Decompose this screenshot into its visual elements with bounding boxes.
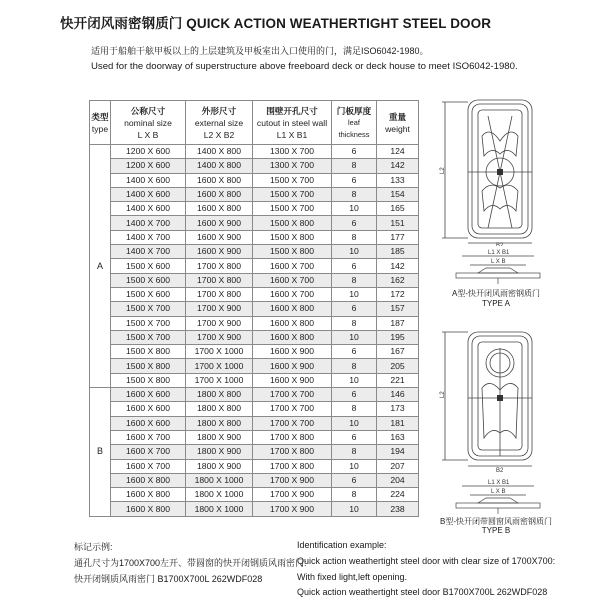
description-chinese: 适用于船舶干舷甲板以上的上层建筑及甲板室出入口使用的门，满足ISO6042-1980。 (91, 46, 429, 56)
external-size-cell: 1700 X 800 (186, 287, 253, 301)
type-b-section-diagram (448, 476, 548, 514)
leaf-thickness-cell: 10 (332, 287, 377, 301)
table-row (90, 202, 419, 216)
cutout-cell: 1500 X 700 (253, 202, 332, 216)
nominal-size-cell: 1200 X 600 (111, 145, 186, 159)
type-b-door-diagram (438, 328, 548, 478)
cutout-cell: 1700 X 800 (253, 430, 332, 444)
table-row (90, 273, 419, 287)
weight-cell: 162 (377, 273, 419, 287)
external-size-cell: 1600 X 800 (186, 173, 253, 187)
cutout-cell: 1700 X 900 (253, 473, 332, 487)
weight-cell: 165 (377, 202, 419, 216)
cutout-cell: 1500 X 700 (253, 187, 332, 201)
header-leaf-thickness: 门板厚度 leaf thickness (332, 101, 377, 145)
cutout-cell: 1600 X 900 (253, 373, 332, 387)
table-row (90, 373, 419, 387)
weight-cell: 205 (377, 359, 419, 373)
type-a-caption-en: TYPE A (481, 299, 510, 308)
weight-cell: 142 (377, 259, 419, 273)
cutout-cell: 1500 X 800 (253, 230, 332, 244)
external-size-cell: 1800 X 800 (186, 388, 253, 402)
external-size-cell: 1800 X 1000 (186, 502, 253, 516)
external-size-cell: 1600 X 900 (186, 230, 253, 244)
leaf-thickness-cell: 6 (332, 473, 377, 487)
cutout-cell: 1700 X 700 (253, 388, 332, 402)
external-size-cell: 1800 X 1000 (186, 473, 253, 487)
cutout-cell: 1700 X 700 (253, 402, 332, 416)
svg-text:L2: L2 (440, 391, 446, 398)
external-size-cell: 1800 X 900 (186, 445, 253, 459)
weight-cell: 187 (377, 316, 419, 330)
external-size-cell: 1600 X 900 (186, 245, 253, 259)
table-row (90, 502, 419, 516)
nominal-size-cell: 1400 X 700 (111, 245, 186, 259)
nominal-size-cell: 1600 X 800 (111, 473, 186, 487)
external-size-cell: 1800 X 900 (186, 459, 253, 473)
table-header-row (90, 101, 419, 145)
nominal-size-cell: 1600 X 700 (111, 430, 186, 444)
weight-cell: 167 (377, 345, 419, 359)
weight-cell: 181 (377, 416, 419, 430)
footer-cn-heading: 标记示例: (74, 542, 113, 552)
cutout-cell: 1500 X 800 (253, 216, 332, 230)
table-row (90, 330, 419, 344)
leaf-thickness-cell: 8 (332, 159, 377, 173)
leaf-thickness-cell: 10 (332, 245, 377, 259)
weight-cell: 154 (377, 187, 419, 201)
cutout-cell: 1700 X 900 (253, 488, 332, 502)
leaf-thickness-cell: 8 (332, 402, 377, 416)
nominal-size-cell: 1500 X 800 (111, 359, 186, 373)
cutout-cell: 1600 X 800 (253, 316, 332, 330)
table-row (90, 459, 419, 473)
table-row (90, 416, 419, 430)
cutout-cell: 1700 X 800 (253, 459, 332, 473)
leaf-thickness-cell: 8 (332, 316, 377, 330)
leaf-thickness-cell: 10 (332, 330, 377, 344)
svg-text:L1 X B1: L1 X B1 (488, 250, 510, 256)
footer-cn-line1: 通孔尺寸为1700X700左开、带圆窗的快开闭钢质风雨密门: (74, 558, 307, 568)
header-type: 类型 type (90, 101, 111, 145)
nominal-size-cell: 1600 X 800 (111, 502, 186, 516)
table-row (90, 445, 419, 459)
spec-table (89, 100, 419, 517)
leaf-thickness-cell: 10 (332, 502, 377, 516)
nominal-size-cell: 1400 X 600 (111, 202, 186, 216)
leaf-thickness-cell: 6 (332, 430, 377, 444)
cutout-cell: 1600 X 800 (253, 330, 332, 344)
external-size-cell: 1700 X 900 (186, 316, 253, 330)
leaf-thickness-cell: 6 (332, 302, 377, 316)
header-nominal-size: 公称尺寸 nominal size L X B (111, 101, 186, 145)
svg-text:L1 X B1: L1 X B1 (488, 480, 510, 486)
cutout-cell: 1600 X 700 (253, 287, 332, 301)
leaf-thickness-cell: 8 (332, 187, 377, 201)
nominal-size-cell: 1500 X 700 (111, 302, 186, 316)
cutout-cell: 1700 X 900 (253, 502, 332, 516)
type-b-caption-en: TYPE B (481, 526, 511, 535)
type-a-section-diagram (448, 246, 548, 284)
table-row (90, 388, 419, 402)
weight-cell: 173 (377, 402, 419, 416)
cutout-cell: 1700 X 700 (253, 416, 332, 430)
leaf-thickness-cell: 8 (332, 273, 377, 287)
table-row (90, 430, 419, 444)
external-size-cell: 1700 X 800 (186, 259, 253, 273)
svg-text:B2: B2 (496, 468, 504, 474)
nominal-size-cell: 1600 X 600 (111, 416, 186, 430)
header-external-size: 外形尺寸 external size L2 X B2 (186, 101, 253, 145)
type-cell: A (90, 145, 111, 388)
table-row (90, 473, 419, 487)
leaf-thickness-cell: 8 (332, 445, 377, 459)
external-size-cell: 1700 X 1000 (186, 359, 253, 373)
leaf-thickness-cell: 6 (332, 345, 377, 359)
cutout-cell: 1500 X 800 (253, 245, 332, 259)
external-size-cell: 1700 X 1000 (186, 345, 253, 359)
table-row (90, 359, 419, 373)
weight-cell: 224 (377, 488, 419, 502)
svg-text:L X B: L X B (491, 259, 506, 265)
weight-cell: 207 (377, 459, 419, 473)
type-a-caption-cn: A型-快开闭风雨密钢质门 (452, 289, 540, 298)
weight-cell: 124 (377, 145, 419, 159)
leaf-thickness-cell: 6 (332, 216, 377, 230)
external-size-cell: 1700 X 900 (186, 302, 253, 316)
weight-cell: 151 (377, 216, 419, 230)
table-row (90, 173, 419, 187)
type-b-caption-cn: B型-快开闭带圆窗风雨密钢质门 (440, 517, 552, 526)
leaf-thickness-cell: 6 (332, 173, 377, 187)
type-a-door-diagram (438, 96, 548, 246)
nominal-size-cell: 1500 X 600 (111, 259, 186, 273)
nominal-size-cell: 1500 X 700 (111, 316, 186, 330)
table-row (90, 302, 419, 316)
external-size-cell: 1800 X 800 (186, 416, 253, 430)
cutout-cell: 1600 X 800 (253, 302, 332, 316)
nominal-size-cell: 1600 X 600 (111, 388, 186, 402)
svg-text:L2: L2 (440, 167, 446, 174)
svg-text:B2: B2 (496, 243, 504, 246)
nominal-size-cell: 1400 X 600 (111, 187, 186, 201)
external-size-cell: 1600 X 800 (186, 187, 253, 201)
external-size-cell: 1800 X 800 (186, 402, 253, 416)
weight-cell: 204 (377, 473, 419, 487)
nominal-size-cell: 1600 X 700 (111, 459, 186, 473)
leaf-thickness-cell: 8 (332, 230, 377, 244)
table-row (90, 316, 419, 330)
cutout-cell: 1700 X 800 (253, 445, 332, 459)
header-cutout: 围壁开孔尺寸 cutout in steel wall L1 X B1 (253, 101, 332, 145)
external-size-cell: 1400 X 800 (186, 145, 253, 159)
cutout-cell: 1300 X 700 (253, 159, 332, 173)
nominal-size-cell: 1500 X 800 (111, 345, 186, 359)
footer-en-line2: With fixed light,left opening. (297, 572, 408, 582)
weight-cell: 238 (377, 502, 419, 516)
table-row (90, 402, 419, 416)
header-weight: 重量 weight (377, 101, 419, 145)
cutout-cell: 1300 X 700 (253, 145, 332, 159)
cutout-cell: 1600 X 900 (253, 359, 332, 373)
weight-cell: 177 (377, 230, 419, 244)
description-english: Used for the doorway of superstructure above freeboard deck or deck house to meet ISO6042-1980. (91, 61, 518, 72)
table-row (90, 345, 419, 359)
weight-cell: 194 (377, 445, 419, 459)
leaf-thickness-cell: 6 (332, 388, 377, 402)
leaf-thickness-cell: 6 (332, 145, 377, 159)
external-size-cell: 1600 X 900 (186, 216, 253, 230)
cutout-cell: 1500 X 700 (253, 173, 332, 187)
nominal-size-cell: 1400 X 700 (111, 230, 186, 244)
leaf-thickness-cell: 10 (332, 373, 377, 387)
nominal-size-cell: 1500 X 600 (111, 287, 186, 301)
weight-cell: 163 (377, 430, 419, 444)
table-row (90, 230, 419, 244)
cutout-cell: 1600 X 900 (253, 345, 332, 359)
external-size-cell: 1600 X 800 (186, 202, 253, 216)
footer-en-line1: Quick action weathertight steel door with clear size of 1700X700: (297, 556, 556, 566)
table-row (90, 145, 419, 159)
external-size-cell: 1700 X 800 (186, 273, 253, 287)
weight-cell: 185 (377, 245, 419, 259)
weight-cell: 195 (377, 330, 419, 344)
weight-cell: 172 (377, 287, 419, 301)
external-size-cell: 1700 X 1000 (186, 373, 253, 387)
table-row (90, 287, 419, 301)
cutout-cell: 1600 X 700 (253, 273, 332, 287)
weight-cell: 146 (377, 388, 419, 402)
weight-cell: 133 (377, 173, 419, 187)
footer-en-line3: Quick action weathertight steel door B1700X700L 262WDF028 (297, 587, 548, 597)
nominal-size-cell: 1500 X 800 (111, 373, 186, 387)
leaf-thickness-cell: 10 (332, 416, 377, 430)
leaf-thickness-cell: 6 (332, 259, 377, 273)
page-title: 快开闭风雨密钢质门 QUICK ACTION WEATHERTIGHT STEEL DOOR (60, 16, 492, 31)
nominal-size-cell: 1200 X 600 (111, 159, 186, 173)
table-row (90, 488, 419, 502)
external-size-cell: 1800 X 1000 (186, 488, 253, 502)
table-row (90, 187, 419, 201)
table-row (90, 216, 419, 230)
cutout-cell: 1600 X 700 (253, 259, 332, 273)
weight-cell: 157 (377, 302, 419, 316)
leaf-thickness-cell: 8 (332, 359, 377, 373)
nominal-size-cell: 1500 X 600 (111, 273, 186, 287)
nominal-size-cell: 1600 X 800 (111, 488, 186, 502)
type-cell: B (90, 388, 111, 517)
table-row (90, 245, 419, 259)
table-row (90, 159, 419, 173)
footer-cn-line2: 快开闭钢质风雨密门 B1700X700L 262WDF028 (74, 574, 263, 584)
nominal-size-cell: 1600 X 700 (111, 445, 186, 459)
external-size-cell: 1400 X 800 (186, 159, 253, 173)
nominal-size-cell: 1500 X 700 (111, 330, 186, 344)
nominal-size-cell: 1600 X 600 (111, 402, 186, 416)
svg-text:L X B: L X B (491, 489, 506, 495)
table-row (90, 259, 419, 273)
nominal-size-cell: 1400 X 700 (111, 216, 186, 230)
external-size-cell: 1700 X 900 (186, 330, 253, 344)
leaf-thickness-cell: 8 (332, 488, 377, 502)
footer-en-heading: Identification example: (297, 540, 387, 550)
weight-cell: 142 (377, 159, 419, 173)
weight-cell: 221 (377, 373, 419, 387)
leaf-thickness-cell: 10 (332, 202, 377, 216)
external-size-cell: 1800 X 900 (186, 430, 253, 444)
leaf-thickness-cell: 10 (332, 459, 377, 473)
nominal-size-cell: 1400 X 600 (111, 173, 186, 187)
